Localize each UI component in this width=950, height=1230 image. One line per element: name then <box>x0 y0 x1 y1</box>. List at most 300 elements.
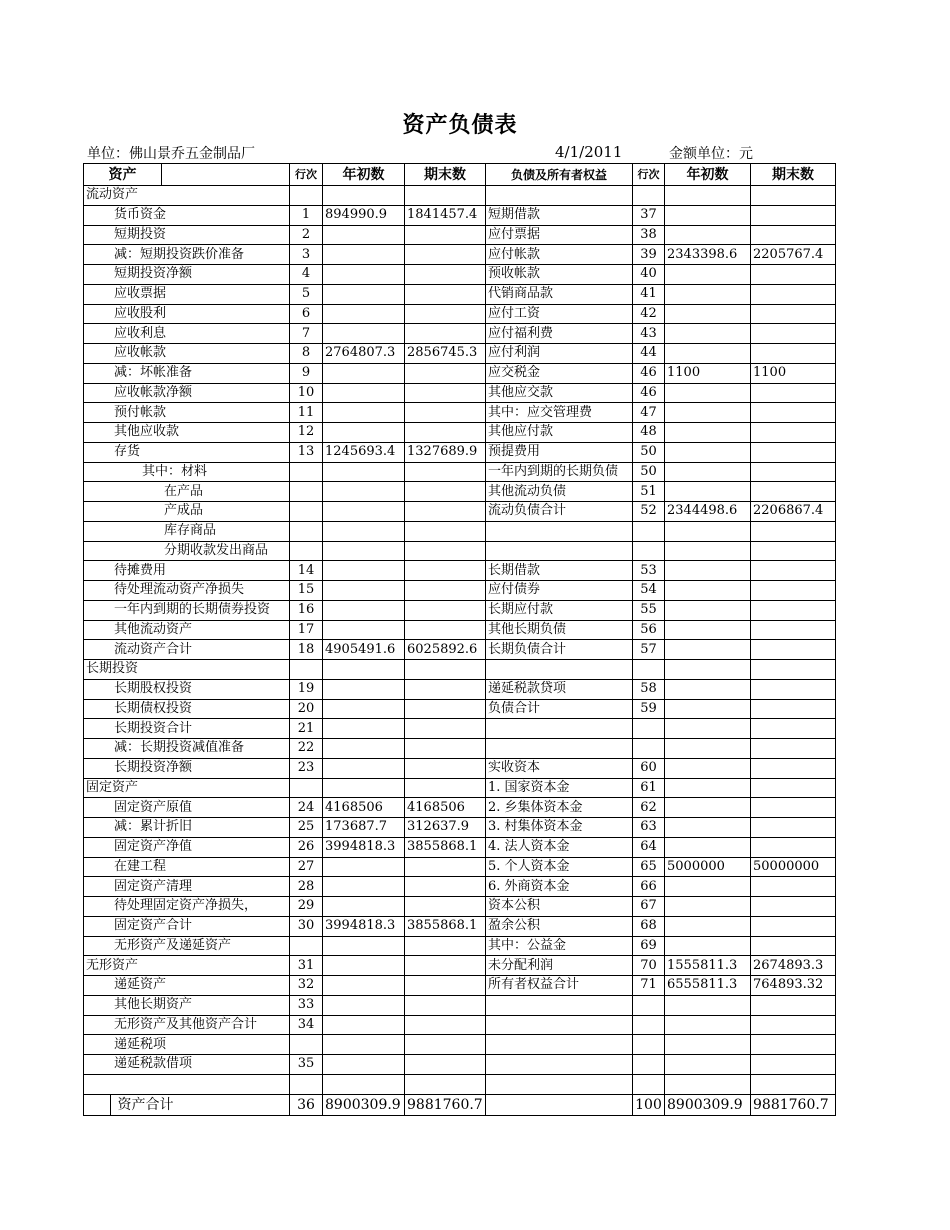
liability-item: 应付福利费 <box>486 324 633 344</box>
liability-line-no: 46 <box>633 363 665 383</box>
table-row <box>84 956 836 976</box>
liability-end-value <box>751 739 836 759</box>
asset-begin-value <box>323 245 405 265</box>
asset-begin-value <box>323 324 405 344</box>
header-begin2: 年初数 <box>665 164 751 186</box>
asset-begin-value <box>323 363 405 383</box>
liability-end-value <box>751 581 836 601</box>
liability-line-no: 68 <box>633 916 665 936</box>
table-row <box>84 798 836 818</box>
liability-begin-value <box>665 600 751 620</box>
liability-item <box>486 1015 633 1035</box>
asset-line-no: 1 <box>290 205 323 225</box>
asset-begin-value <box>323 877 405 897</box>
liability-line-no: 48 <box>633 423 665 443</box>
table-row <box>84 521 836 541</box>
liability-end-value <box>751 660 836 680</box>
asset-line-no: 31 <box>290 956 323 976</box>
asset-end-value <box>405 521 486 541</box>
liability-line-no <box>633 995 665 1015</box>
asset-item: 长期投资 <box>84 660 290 680</box>
asset-begin-value <box>323 976 405 996</box>
liability-begin-value: 1100 <box>665 363 751 383</box>
asset-line-no: 14 <box>290 561 323 581</box>
table-row <box>84 936 836 956</box>
liability-line-no: 37 <box>633 205 665 225</box>
asset-item: 在产品 <box>84 482 290 502</box>
liability-line-no <box>633 1074 665 1094</box>
asset-line-no <box>290 1035 323 1055</box>
asset-line-no <box>290 1074 323 1094</box>
liability-end-value <box>751 383 836 403</box>
liability-item: 长期应付款 <box>486 600 633 620</box>
asset-line-no: 16 <box>290 600 323 620</box>
liability-item <box>486 521 633 541</box>
asset-item: 减：坏帐准备 <box>84 363 290 383</box>
table-row <box>84 541 836 561</box>
asset-end-value <box>405 482 486 502</box>
table-row <box>84 995 836 1015</box>
asset-begin-value <box>323 521 405 541</box>
liability-end-value <box>751 1055 836 1075</box>
liability-line-no: 51 <box>633 482 665 502</box>
asset-item: 在建工程 <box>84 857 290 877</box>
asset-line-no: 27 <box>290 857 323 877</box>
total-end-value-2: 9881760.7 <box>751 1094 836 1115</box>
asset-item: 减：长期投资减值准备 <box>84 739 290 759</box>
table-row <box>84 186 836 206</box>
asset-line-no <box>290 482 323 502</box>
liability-begin-value <box>665 995 751 1015</box>
total-begin-value: 8900309.9 <box>323 1094 405 1115</box>
total-end-value: 9881760.7 <box>405 1094 486 1115</box>
liability-end-value: 2206867.4 <box>751 502 836 522</box>
asset-begin-value: 2764807.3 <box>323 344 405 364</box>
liability-line-no: 47 <box>633 403 665 423</box>
liability-line-no: 60 <box>633 758 665 778</box>
table-row <box>84 620 836 640</box>
asset-begin-value <box>323 581 405 601</box>
asset-item: 其中：材料 <box>84 462 290 482</box>
asset-end-value <box>405 600 486 620</box>
liability-line-no <box>633 186 665 206</box>
table-row <box>84 423 836 443</box>
asset-line-no: 5 <box>290 284 323 304</box>
asset-end-value: 3855868.1 <box>405 837 486 857</box>
asset-line-no: 30 <box>290 916 323 936</box>
table-row <box>84 304 836 324</box>
asset-end-value <box>405 1035 486 1055</box>
asset-end-value <box>405 1015 486 1035</box>
header-line: 行次 <box>290 164 323 186</box>
asset-end-value: 312637.9 <box>405 818 486 838</box>
asset-line-no: 22 <box>290 739 323 759</box>
asset-end-value <box>405 284 486 304</box>
liability-begin-value <box>665 383 751 403</box>
liability-begin-value <box>665 521 751 541</box>
asset-end-value <box>405 423 486 443</box>
liability-item: 长期负债合计 <box>486 640 633 660</box>
liability-begin-value <box>665 916 751 936</box>
total-begin-value-2: 8900309.9 <box>665 1094 751 1115</box>
asset-begin-value <box>323 936 405 956</box>
liability-end-value: 2674893.3 <box>751 956 836 976</box>
liability-begin-value <box>665 798 751 818</box>
liability-item: 4. 法人资本金 <box>486 837 633 857</box>
asset-end-value: 6025892.6 <box>405 640 486 660</box>
asset-line-no: 33 <box>290 995 323 1015</box>
liability-item: 2. 乡集体资本金 <box>486 798 633 818</box>
liability-begin-value <box>665 660 751 680</box>
asset-line-no: 7 <box>290 324 323 344</box>
liability-item: 应付利润 <box>486 344 633 364</box>
asset-line-no <box>290 660 323 680</box>
table-row <box>84 877 836 897</box>
asset-end-value <box>405 897 486 917</box>
asset-line-no: 25 <box>290 818 323 838</box>
asset-end-value <box>405 739 486 759</box>
liability-line-no: 65 <box>633 857 665 877</box>
liability-end-value <box>751 561 836 581</box>
header-end: 期末数 <box>405 164 486 186</box>
asset-item: 库存商品 <box>84 521 290 541</box>
liability-line-no: 56 <box>633 620 665 640</box>
liability-end-value: 50000000 <box>751 857 836 877</box>
liability-begin-value <box>665 561 751 581</box>
liability-item: 一年内到期的长期负债 <box>486 462 633 482</box>
liability-end-value <box>751 995 836 1015</box>
asset-item: 产成品 <box>84 502 290 522</box>
asset-begin-value: 173687.7 <box>323 818 405 838</box>
liability-item: 1. 国家资本金 <box>486 778 633 798</box>
asset-line-no: 24 <box>290 798 323 818</box>
asset-begin-value <box>323 699 405 719</box>
liability-end-value <box>751 186 836 206</box>
table-row <box>84 778 836 798</box>
liability-item: 资本公积 <box>486 897 633 917</box>
header-begin: 年初数 <box>323 164 405 186</box>
liability-item: 其他应交款 <box>486 383 633 403</box>
liability-line-no <box>633 1015 665 1035</box>
liability-begin-value <box>665 186 751 206</box>
liability-line-no: 43 <box>633 324 665 344</box>
liability-item: 应付工资 <box>486 304 633 324</box>
asset-begin-value <box>323 284 405 304</box>
liability-line-no <box>633 521 665 541</box>
asset-end-value <box>405 679 486 699</box>
liability-item: 负债合计 <box>486 699 633 719</box>
asset-line-no <box>290 521 323 541</box>
asset-item: 固定资产合计 <box>84 916 290 936</box>
asset-item: 长期投资合计 <box>84 719 290 739</box>
liability-begin-value <box>665 304 751 324</box>
liability-end-value <box>751 462 836 482</box>
asset-item: 分期收款发出商品 <box>84 541 290 561</box>
liability-end-value: 764893.32 <box>751 976 836 996</box>
asset-end-value <box>405 265 486 285</box>
liability-begin-value <box>665 482 751 502</box>
asset-end-value <box>405 186 486 206</box>
asset-item: 其他长期资产 <box>84 995 290 1015</box>
asset-end-value <box>405 857 486 877</box>
asset-end-value <box>405 245 486 265</box>
table-row <box>84 699 836 719</box>
asset-line-no: 3 <box>290 245 323 265</box>
liability-end-value <box>751 916 836 936</box>
liability-line-no: 64 <box>633 837 665 857</box>
company-unit: 单位：佛山景乔五金制品厂 <box>87 146 255 162</box>
asset-line-no: 12 <box>290 423 323 443</box>
asset-line-no: 19 <box>290 679 323 699</box>
liability-end-value <box>751 403 836 423</box>
table-row <box>84 561 836 581</box>
asset-end-value <box>405 462 486 482</box>
total-line-no-2: 100 <box>633 1094 665 1115</box>
liability-item: 应付票据 <box>486 225 633 245</box>
liability-line-no <box>633 660 665 680</box>
liability-item: 3. 村集体资本金 <box>486 818 633 838</box>
asset-item: 无形资产 <box>84 956 290 976</box>
liability-item <box>486 995 633 1015</box>
liability-item <box>486 1035 633 1055</box>
liability-begin-value: 6555811.3 <box>665 976 751 996</box>
asset-line-no <box>290 186 323 206</box>
liability-begin-value <box>665 679 751 699</box>
liability-item <box>486 739 633 759</box>
liability-begin-value: 5000000 <box>665 857 751 877</box>
asset-line-no: 15 <box>290 581 323 601</box>
table-row <box>84 344 836 364</box>
asset-item: 流动资产合计 <box>84 640 290 660</box>
asset-item <box>84 1074 290 1094</box>
asset-item: 短期投资净额 <box>84 265 290 285</box>
asset-begin-value: 4905491.6 <box>323 640 405 660</box>
asset-begin-value: 894990.9 <box>323 205 405 225</box>
asset-begin-value <box>323 1074 405 1094</box>
liability-line-no: 41 <box>633 284 665 304</box>
liability-item: 应交税金 <box>486 363 633 383</box>
liability-line-no: 40 <box>633 265 665 285</box>
liability-begin-value <box>665 225 751 245</box>
asset-item: 固定资产清理 <box>84 877 290 897</box>
asset-line-no: 23 <box>290 758 323 778</box>
liability-line-no <box>633 541 665 561</box>
asset-end-value <box>405 1074 486 1094</box>
asset-begin-value <box>323 660 405 680</box>
asset-end-value <box>405 699 486 719</box>
table-row <box>84 324 836 344</box>
liability-line-no: 44 <box>633 344 665 364</box>
table-row <box>84 719 836 739</box>
asset-item: 应收帐款净额 <box>84 383 290 403</box>
asset-line-no: 9 <box>290 363 323 383</box>
asset-begin-value <box>323 462 405 482</box>
asset-end-value <box>405 877 486 897</box>
liability-line-no <box>633 1055 665 1075</box>
liability-begin-value <box>665 205 751 225</box>
liability-end-value <box>751 442 836 462</box>
asset-begin-value <box>323 304 405 324</box>
liability-end-value <box>751 344 836 364</box>
table-row <box>84 837 836 857</box>
table-row <box>84 462 836 482</box>
asset-begin-value <box>323 1055 405 1075</box>
total-liab-label <box>486 1094 633 1115</box>
asset-line-no: 8 <box>290 344 323 364</box>
asset-end-value <box>405 225 486 245</box>
liability-end-value: 1100 <box>751 363 836 383</box>
liability-begin-value <box>665 1015 751 1035</box>
asset-end-value <box>405 995 486 1015</box>
liability-line-no: 46 <box>633 383 665 403</box>
asset-begin-value <box>323 857 405 877</box>
liability-begin-value <box>665 897 751 917</box>
liability-begin-value <box>665 719 751 739</box>
asset-begin-value <box>323 719 405 739</box>
liability-line-no: 42 <box>633 304 665 324</box>
liability-item: 代销商品款 <box>486 284 633 304</box>
liability-line-no: 55 <box>633 600 665 620</box>
asset-item: 递延税项 <box>84 1035 290 1055</box>
liability-begin-value <box>665 1074 751 1094</box>
liability-end-value <box>751 482 836 502</box>
liability-item: 实收资本 <box>486 758 633 778</box>
liability-line-no: 50 <box>633 462 665 482</box>
liability-item: 5. 个人资本金 <box>486 857 633 877</box>
header-liabilities: 负债及所有者权益 <box>486 164 633 186</box>
table-row <box>84 857 836 877</box>
table-row <box>84 640 836 660</box>
asset-end-value: 2856745.3 <box>405 344 486 364</box>
liability-item: 预提费用 <box>486 442 633 462</box>
liability-begin-value <box>665 581 751 601</box>
liability-item: 盈余公积 <box>486 916 633 936</box>
asset-line-no: 28 <box>290 877 323 897</box>
asset-begin-value <box>323 956 405 976</box>
asset-end-value: 4168506 <box>405 798 486 818</box>
asset-line-no: 26 <box>290 837 323 857</box>
asset-begin-value <box>323 561 405 581</box>
liability-begin-value <box>665 423 751 443</box>
asset-item: 存货 <box>84 442 290 462</box>
asset-end-value <box>405 541 486 561</box>
asset-begin-value <box>323 679 405 699</box>
liability-begin-value <box>665 877 751 897</box>
liability-line-no: 53 <box>633 561 665 581</box>
liability-item: 其中：应交管理费 <box>486 403 633 423</box>
asset-item: 待摊费用 <box>84 561 290 581</box>
asset-begin-value <box>323 482 405 502</box>
liability-begin-value <box>665 837 751 857</box>
table-row <box>84 818 836 838</box>
asset-begin-value <box>323 541 405 561</box>
liability-begin-value <box>665 1035 751 1055</box>
table-row <box>84 502 836 522</box>
liability-item: 6. 外商资本金 <box>486 877 633 897</box>
table-row <box>84 739 836 759</box>
liability-item: 其他应付款 <box>486 423 633 443</box>
liability-begin-value <box>665 1055 751 1075</box>
asset-begin-value: 1245693.4 <box>323 442 405 462</box>
liability-begin-value <box>665 758 751 778</box>
asset-end-value <box>405 620 486 640</box>
liability-line-no: 50 <box>633 442 665 462</box>
liability-begin-value: 2344498.6 <box>665 502 751 522</box>
asset-end-value <box>405 719 486 739</box>
asset-line-no: 11 <box>290 403 323 423</box>
liability-item <box>486 719 633 739</box>
liability-begin-value <box>665 620 751 640</box>
asset-begin-value: 3994818.3 <box>323 837 405 857</box>
asset-begin-value <box>323 778 405 798</box>
liability-end-value <box>751 1035 836 1055</box>
liability-item <box>486 1074 633 1094</box>
liability-item <box>486 660 633 680</box>
asset-end-value <box>405 383 486 403</box>
table-row <box>84 600 836 620</box>
liability-item <box>486 186 633 206</box>
asset-item: 其他流动资产 <box>84 620 290 640</box>
asset-item: 应收帐款 <box>84 344 290 364</box>
table-row <box>84 679 836 699</box>
asset-item: 应收票据 <box>84 284 290 304</box>
asset-begin-value <box>323 995 405 1015</box>
liability-end-value <box>751 719 836 739</box>
liability-end-value <box>751 541 836 561</box>
asset-begin-value <box>323 620 405 640</box>
header-asset: 资产 <box>84 164 162 186</box>
liability-line-no: 38 <box>633 225 665 245</box>
liability-begin-value <box>665 699 751 719</box>
asset-end-value <box>405 778 486 798</box>
liability-end-value <box>751 284 836 304</box>
liability-begin-value <box>665 442 751 462</box>
table-row <box>84 1035 836 1055</box>
liability-item <box>486 541 633 561</box>
liability-item: 未分配利润 <box>486 956 633 976</box>
liability-end-value <box>751 225 836 245</box>
liability-item: 短期借款 <box>486 205 633 225</box>
liability-end-value <box>751 679 836 699</box>
asset-begin-value <box>323 1015 405 1035</box>
liability-end-value <box>751 936 836 956</box>
liability-line-no: 57 <box>633 640 665 660</box>
asset-begin-value <box>323 265 405 285</box>
table-row <box>84 442 836 462</box>
asset-line-no: 18 <box>290 640 323 660</box>
asset-item: 固定资产原值 <box>84 798 290 818</box>
report-title: 资产负债表 <box>402 113 518 138</box>
liability-line-no <box>633 719 665 739</box>
table-row <box>84 403 836 423</box>
asset-end-value: 1327689.9 <box>405 442 486 462</box>
asset-line-no <box>290 778 323 798</box>
currency-unit: 金额单位：元 <box>669 146 753 162</box>
asset-item: 无形资产及递延资产 <box>84 936 290 956</box>
total-line-no: 36 <box>290 1094 323 1115</box>
asset-begin-value <box>323 423 405 443</box>
asset-begin-value <box>323 502 405 522</box>
asset-end-value <box>405 956 486 976</box>
asset-line-no: 10 <box>290 383 323 403</box>
balance-sheet-table <box>83 163 836 1116</box>
liability-end-value <box>751 699 836 719</box>
table-row <box>84 758 836 778</box>
liability-end-value <box>751 818 836 838</box>
liability-end-value <box>751 798 836 818</box>
asset-end-value <box>405 324 486 344</box>
header-blank <box>162 164 290 186</box>
